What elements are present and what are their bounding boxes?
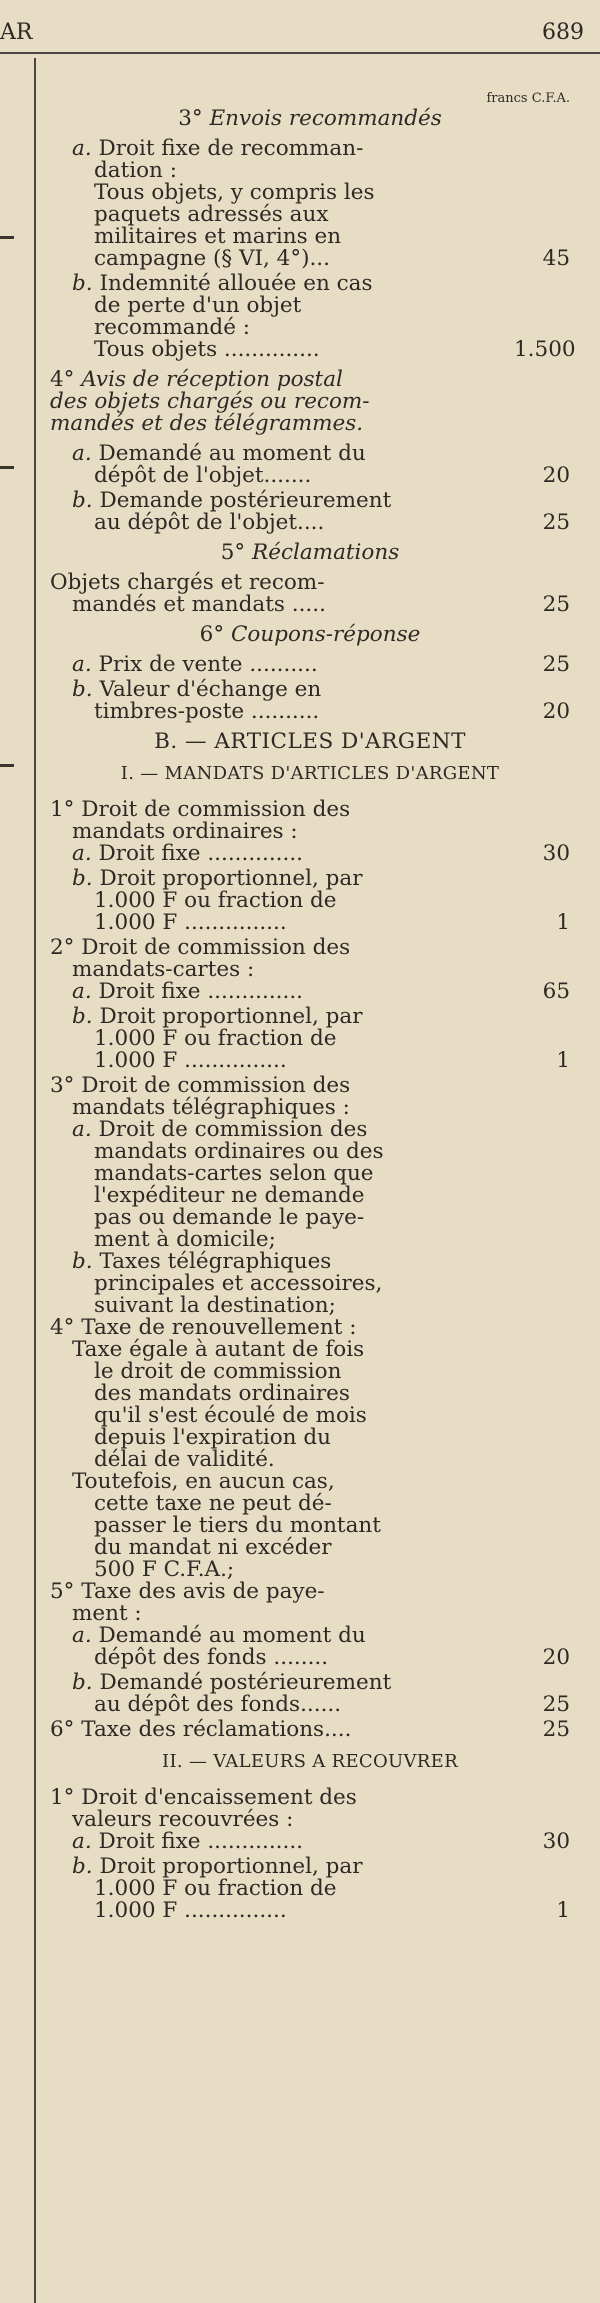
- entry-6b: b. Valeur d'échange en timbres-poste .......... 20: [72, 677, 570, 724]
- tariff-value: 1.500: [514, 337, 576, 362]
- entry-2b: b. Droit proportionnel, par 1.000 F ou fraction de 1.000 F ............... 1: [72, 1004, 570, 1073]
- item-1-heading: 1° Droit de commission des mandats ordinaires :: [50, 797, 351, 844]
- tariff-value: 25: [542, 1717, 570, 1742]
- entry-1b: b. Droit proportionnel, par 1.000 F ou fraction de 1.000 F ............... 1: [72, 866, 570, 935]
- tariff-value: 1: [556, 1048, 570, 1073]
- page-header: [0, 0, 600, 52]
- entry-ii-1a: a. Droit fixe .............. 30: [72, 1829, 570, 1854]
- unit-label: francs C.F.A.: [486, 91, 570, 106]
- entry-ii-1b: b. Droit proportionnel, par 1.000 F ou fraction de 1.000 F ............... 1: [72, 1854, 570, 1923]
- item-2-heading: 2° Droit de commission des mandats-cartes :: [50, 935, 351, 982]
- entry-3b: b. Indemnité allouée en cas de perte d'un objet recommandé : Tous objets .............. 1.500: [72, 271, 576, 362]
- section-3-title: 3° Envois recommandés: [178, 106, 442, 131]
- document-body: [50, 91, 576, 1925]
- part-b-title: B. — ARTICLES D'ARGENT: [154, 729, 466, 754]
- section-ii-title: II. — VALEURS A RECOUVRER: [162, 1751, 458, 1772]
- entry-1a: a. Droit fixe .............. 30: [72, 841, 570, 866]
- tariff-value: 1: [556, 1898, 570, 1923]
- entry-3a: a. Droit fixe de recomman- dation : Tous objets, y compris les paquets adressés aux militaires et marins en campagne (§ VI, 4°)... 45: [72, 136, 570, 271]
- entry-4a: a. Demandé au moment du dépôt de l'objet....... 20: [72, 441, 570, 488]
- margin-tick: [0, 466, 14, 469]
- margin-tick: [0, 764, 14, 767]
- item-ii-1-heading: 1° Droit d'encaissement des valeurs recouvrées :: [50, 1785, 357, 1832]
- running-head: AR: [0, 20, 33, 45]
- item-5-heading: 5° Taxe des avis de paye- ment :: [50, 1579, 325, 1626]
- entry-3b-telegraph: b. Taxes télégraphiques principales et accessoires, suivant la destination;: [72, 1249, 383, 1318]
- tariff-value: 65: [542, 979, 570, 1004]
- tariff-value: 20: [542, 1645, 570, 1670]
- tariff-value: 25: [542, 1692, 570, 1717]
- section-6-title: 6° Coupons-réponse: [199, 622, 421, 647]
- tariff-value: 45: [542, 246, 570, 271]
- renewal-text: Taxe égale à autant de fois le droit de commission des mandats ordinaires qu'il s'est écoulé de mois depuis l'expiration du délai de validité.: [72, 1337, 367, 1472]
- entry-2a: a. Droit fixe .............. 65: [72, 979, 570, 1004]
- entry-6a: a. Prix de vente .......... 25: [72, 652, 570, 677]
- tariff-value: 1: [556, 910, 570, 935]
- header-rule: [0, 52, 600, 54]
- section-4-title: 4° Avis de réception postal des objets chargés ou recom- mandés et des télégrammes.: [50, 367, 370, 436]
- page-number: 689: [542, 20, 584, 45]
- tariff-value: 30: [542, 841, 570, 866]
- tariff-value: 25: [542, 652, 570, 677]
- column-rule: [34, 58, 36, 2303]
- tariff-value: 20: [542, 699, 570, 724]
- entry-6-claims: 6° Taxe des réclamations.... 25: [50, 1717, 570, 1742]
- entry-5b: b. Demandé postérieurement au dépôt des fonds...... 25: [72, 1670, 570, 1717]
- entry-3a-telegraph: a. Droit de commission des mandats ordinaires ou des mandats-cartes selon que l'expéditeur ne demande pas ou demande le paye- ment à domicile;: [72, 1117, 384, 1252]
- margin-tick: [0, 236, 14, 239]
- entry-4b: b. Demande postérieurement au dépôt de l'objet.... 25: [72, 488, 570, 535]
- tariff-value: 30: [542, 1829, 570, 1854]
- entry-5: Objets chargés et recom- mandés et mandats ..... 25: [50, 570, 570, 617]
- tariff-value: 25: [542, 592, 570, 617]
- tariff-value: 25: [542, 510, 570, 535]
- entry-5a: a. Demandé au moment du dépôt des fonds ........ 20: [72, 1623, 570, 1670]
- tariff-value: 20: [542, 463, 570, 488]
- section-i-title: I. — MANDATS D'ARTICLES D'ARGENT: [120, 763, 500, 784]
- item-3-heading: 3° Droit de commission des mandats télégraphiques :: [50, 1073, 351, 1120]
- item-4-heading: 4° Taxe de renouvellement :: [50, 1315, 357, 1340]
- section-5-title: 5° Réclamations: [220, 540, 400, 565]
- renewal-limit-text: Toutefois, en aucun cas, cette taxe ne peut dé- passer le tiers du montant du mandat ni excéder 500 F C.F.A.;: [72, 1469, 381, 1582]
